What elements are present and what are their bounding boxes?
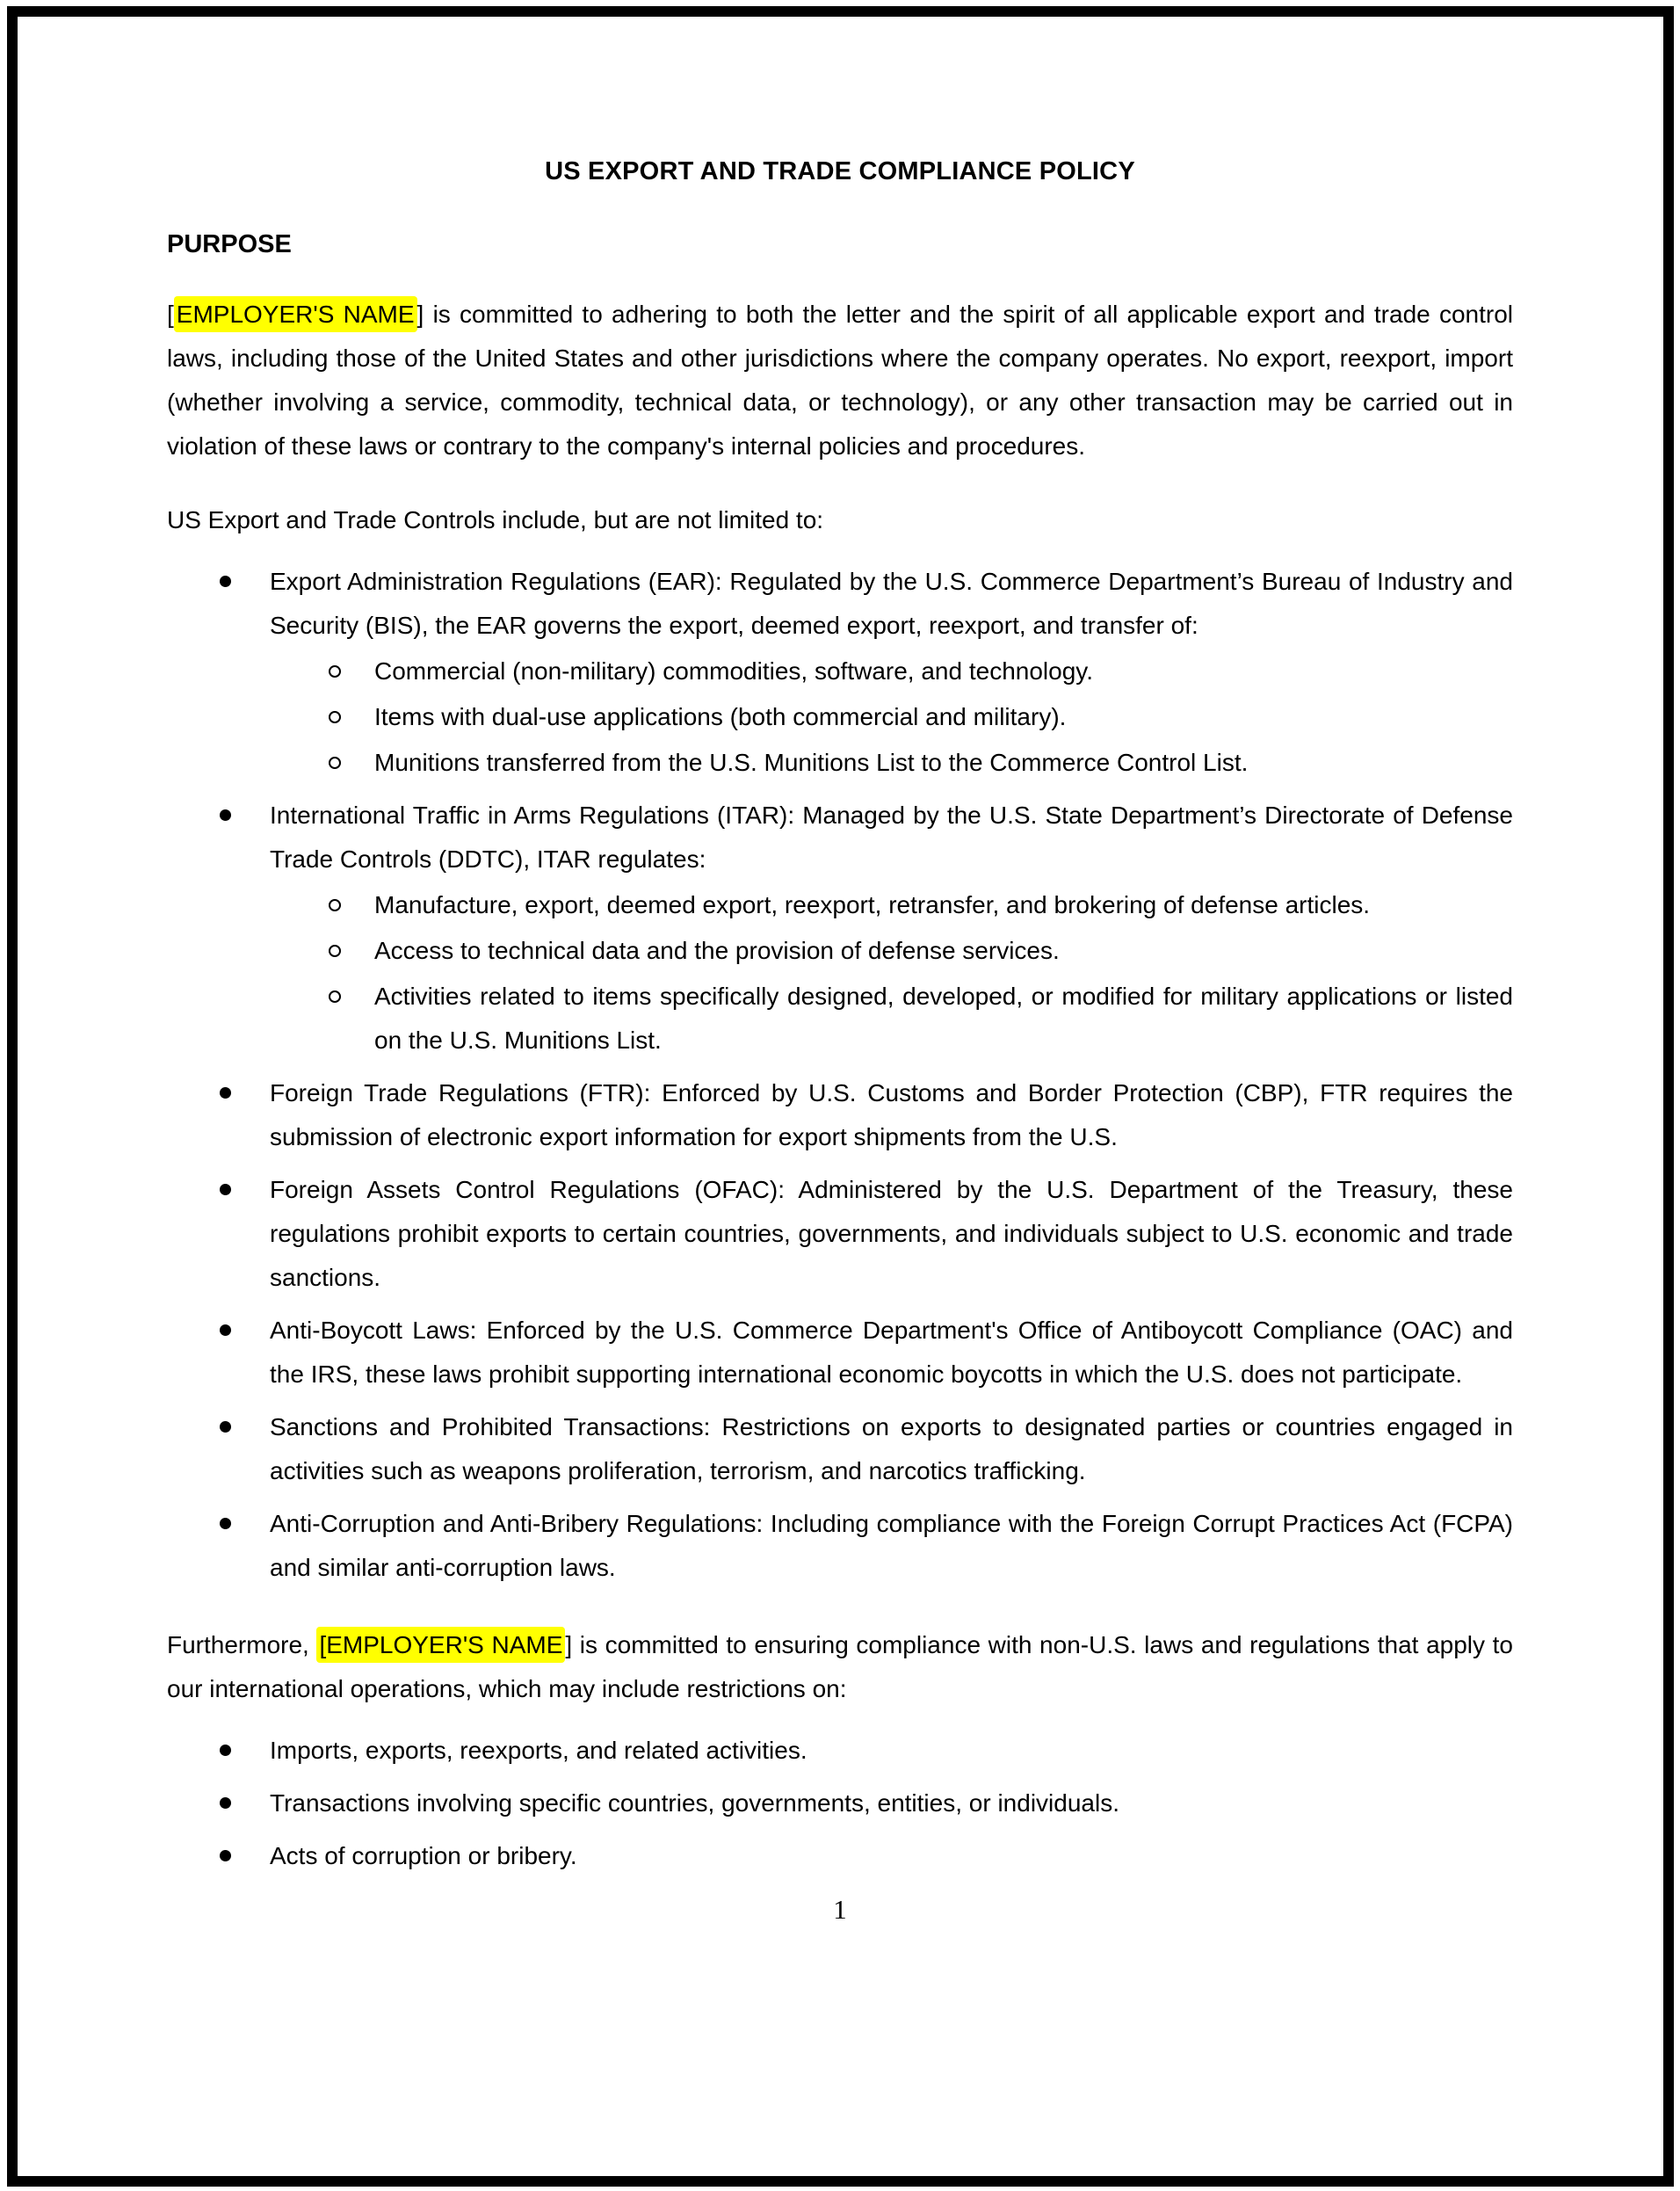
sub-bullet-item	[167, 883, 1513, 927]
bullet-item	[167, 1834, 1513, 1878]
nonus-restrictions-list	[167, 1729, 1513, 1878]
bullet-item-text: Acts of corruption or bribery.	[270, 1842, 577, 1869]
bullet-item	[167, 1502, 1513, 1590]
employer-name-placeholder-highlight: [EMPLOYER'S NAME	[316, 1627, 565, 1663]
furthermore-text-before: Furthermore,	[167, 1631, 317, 1658]
bullet-item	[167, 1781, 1513, 1825]
circle-bullet-icon	[329, 990, 341, 1003]
bullet-item-text: Transactions involving specific countries, governments, entities, or individuals.	[270, 1789, 1119, 1817]
intro-text-before: [	[167, 301, 174, 328]
bullet-icon	[220, 1324, 231, 1336]
bullet-item	[167, 560, 1513, 648]
bullet-item-text: Export Administration Regulations (EAR): Regulated by the U.S. Commerce Department’s Bureau of Industry and Security (BIS), the EAR governs the export, deemed export, reexport, and transfer of:	[270, 568, 1513, 639]
bullet-item-text: Imports, exports, reexports, and related activities.	[270, 1737, 807, 1764]
bullet-icon	[220, 809, 231, 821]
bullet-icon	[220, 1184, 231, 1195]
document-title: US EXPORT AND TRADE COMPLIANCE POLICY	[545, 157, 1135, 185]
bullet-item-text: Foreign Trade Regulations (FTR): Enforced by U.S. Customs and Border Protection (CBP), FTR requires the submission of electronic export information for export shipments from the U.S.	[270, 1079, 1513, 1150]
bullet-item-text: Anti-Boycott Laws: Enforced by the U.S. Commerce Department's Office of Antiboycott Compliance (OAC) and the IRS, these laws prohibit supporting international economic boycotts in which the U.S. does not participate.	[270, 1317, 1513, 1388]
bullet-icon	[220, 1421, 231, 1433]
bullet-icon	[220, 576, 231, 587]
intro-text-after: ] is committed to adhering to both the letter and the spirit of all applicable export and trade control laws, including those of the United States and other jurisdictions where the company operates. No export, reexport, import (whether involving a service, commodity, technical data, or technology), or any other transaction may be carried out in violation of these laws or contrary to the company's internal policies and procedures.	[167, 301, 1514, 460]
bullet-item-text: Activities related to items specifically designed, developed, or modified for military applications or listed on the U.S. Munitions List.	[374, 983, 1513, 1054]
bullet-item	[167, 1729, 1513, 1773]
bullet-item	[167, 1071, 1513, 1159]
bullet-item	[167, 1405, 1513, 1493]
bullet-item-text: Access to technical data and the provision of defense services.	[374, 937, 1060, 964]
bullet-item-text: Sanctions and Prohibited Transactions: Restrictions on exports to designated parties or countries engaged in activities such as weapons proliferation, terrorism, and narcotics trafficking.	[270, 1413, 1513, 1484]
bullet-item	[167, 1168, 1513, 1300]
circle-bullet-icon	[329, 757, 341, 769]
intro-paragraph	[167, 293, 1513, 468]
sub-bullet-item	[167, 929, 1513, 973]
sub-bullet-item	[167, 695, 1513, 739]
circle-bullet-icon	[329, 945, 341, 957]
purpose-heading: PURPOSE	[167, 230, 292, 258]
bullet-item	[167, 1309, 1513, 1397]
circle-bullet-icon	[329, 899, 341, 911]
bullet-item-text: Commercial (non-military) commodities, software, and technology.	[374, 657, 1093, 685]
sub-bullet-item	[167, 649, 1513, 693]
circle-bullet-icon	[329, 711, 341, 723]
bullet-icon	[220, 1850, 231, 1861]
export-controls-list	[167, 560, 1513, 1590]
furthermore-paragraph	[167, 1623, 1513, 1711]
bullet-icon	[220, 1087, 231, 1099]
bullet-item-text: Anti-Corruption and Anti-Bribery Regulations: Including compliance with the Foreign Corrupt Practices Act (FCPA) and similar anti-corruption laws.	[270, 1510, 1513, 1581]
bullet-icon	[220, 1797, 231, 1809]
furthermore-text-after: ] is committed to ensuring compliance with non-U.S. laws and regulations that apply to our international operations, which may include restrictions on:	[167, 1631, 1513, 1702]
bullet-item-text: Manufacture, export, deemed export, reexport, retransfer, and brokering of defense articles.	[374, 891, 1371, 918]
bullet-item	[167, 794, 1513, 881]
bullet-item-text: Foreign Assets Control Regulations (OFAC): Administered by the U.S. Department of the Treasury, these regulations prohibit exports to certain countries, governments, and individuals subject to U.S. economic and trade sanctions.	[270, 1176, 1513, 1291]
bullet-icon	[220, 1518, 231, 1529]
bullet-item-text: Munitions transferred from the U.S. Munitions List to the Commerce Control List.	[374, 749, 1249, 776]
sub-bullet-item	[167, 741, 1513, 785]
employer-name-placeholder-highlight: EMPLOYER'S NAME	[174, 296, 417, 332]
circle-bullet-icon	[329, 665, 341, 678]
page-number: 1	[833, 1894, 847, 1925]
sub-bullet-item	[167, 975, 1513, 1063]
bullet-item-text: International Traffic in Arms Regulations (ITAR): Managed by the U.S. State Department’s Directorate of Defense Trade Controls (DDTC), ITAR regulates:	[270, 802, 1513, 873]
bullet-item-text: Items with dual-use applications (both commercial and military).	[374, 703, 1067, 730]
controls-lead-paragraph: US Export and Trade Controls include, but are not limited to:	[167, 506, 824, 533]
bullet-icon	[220, 1745, 231, 1756]
page-content	[167, 0, 1513, 1927]
